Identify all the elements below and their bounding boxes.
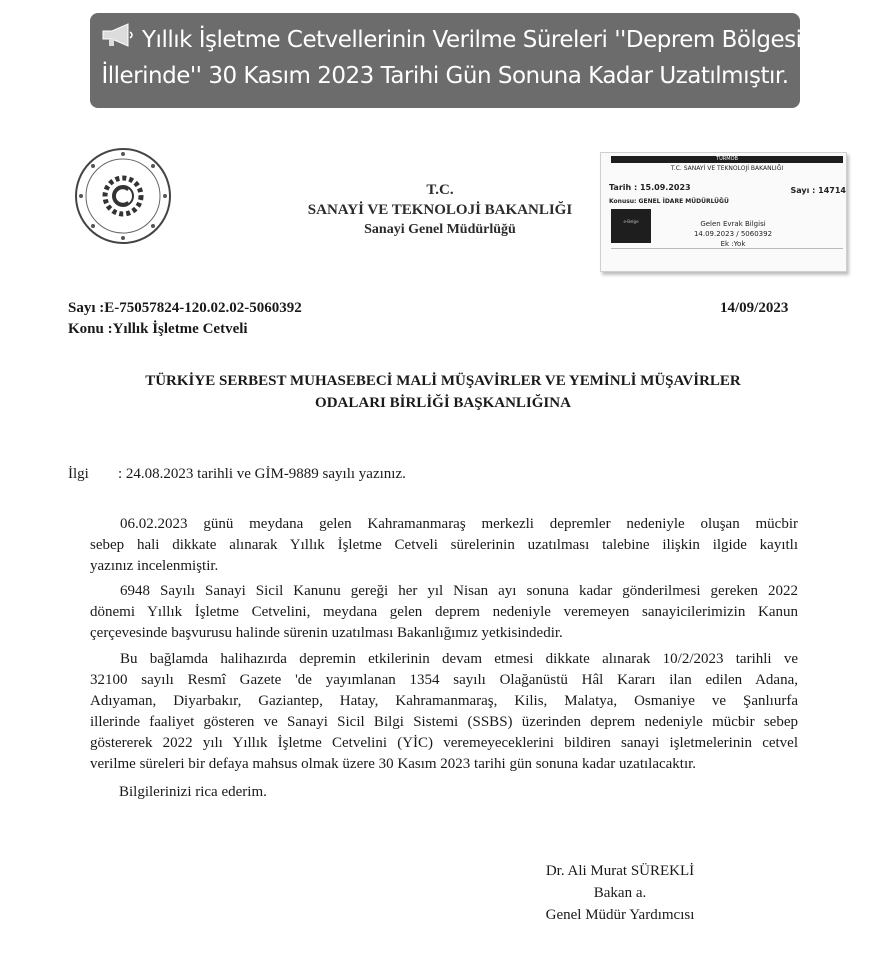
- paragraph-line: 6948 Sayılı Sanayi Sicil Kanunu gereği her yıl Nisan ayı sonuna kadar gönderilmesi gereken 2022: [120, 583, 798, 599]
- closing-sentence: Bilgilerinizi rica ederim.: [119, 784, 267, 800]
- reference-date: 14/09/2023: [720, 300, 789, 316]
- banner-line-1: [100, 22, 802, 59]
- paragraph-line: çerçevesinde başvurusu halinde sürenin uzatılması Bakanlığımız yetkisindedir.: [90, 625, 563, 641]
- letterhead-ministry: SANAYİ VE TEKNOLOJİ BAKANLIĞI: [307, 202, 573, 218]
- ilgi-line: [68, 466, 406, 483]
- paragraph-line: Bu bağlamda halihazırda depremin etkilerinin devam etmesi dikkate alınarak 10/2/2023 tarihli ve: [120, 651, 798, 667]
- recipient-line-2: ODALARI BİRLİĞİ BAŞKANLIĞINA: [315, 395, 571, 411]
- letterhead: [280, 180, 600, 240]
- paragraph-line: illerinde faaliyet gösteren ve Sanayi Sicil Bilgi Sistemi (SSBS) üzerinden deprem nedeniyle mücbir sebep: [90, 714, 798, 730]
- paragraph-line: 32100 sayılı Resmî Gazete 'de yayımlanan 1354 sayılı Olağanüstü Hâl Kararı ilan edilen Adana,: [90, 672, 798, 688]
- stamp-header: TÜRMOB: [611, 156, 843, 163]
- banner-title-1: Yıllık İşletme Cetvellerinin Verilme Süreleri ''Deprem Bölgesi: [142, 27, 802, 53]
- incoming-document-stamp: [600, 152, 847, 272]
- signatory-title: Genel Müdür Yardımcısı: [545, 907, 695, 923]
- paragraph-line: verilme süreleri bir defaya mahsus olmak üzere 30 Kasım 2023 tarihi gün sonuna kadar uzatılacaktır.: [90, 756, 697, 772]
- paragraph-line: dönemi Yıllık İşletme Cetvelini, meydana gelen deprem nedeniyle veremeyen sanayicilerimizin Kanun: [90, 604, 798, 620]
- stamp-date: Tarih : 15.09.2023: [609, 183, 691, 192]
- announcement-banner: [90, 13, 800, 108]
- paragraph-line: yazınız incelenmiştir.: [90, 558, 219, 574]
- body-paragraph-2: [90, 581, 798, 644]
- paragraph-line: sebep hali dikkate alınarak Yıllık İşletme Cetveli sürelerinin uzatılması talebine ilişkin ilgide kayıtlı: [90, 537, 798, 553]
- reference-number: Sayı :E-75057824-120.02.02-5060392: [68, 300, 302, 316]
- stamp-ministry: T.C. SANAYİ VE TEKNOLOJİ BAKANLIĞI: [670, 165, 784, 172]
- ilgi-label: İlgi: [68, 466, 89, 482]
- letterhead-tc: T.C.: [426, 182, 454, 198]
- stamp-evrak-ref: 14.09.2023 / 5060392: [693, 230, 773, 238]
- recipient-line-1: TÜRKİYE SERBEST MUHASEBECİ MALİ MÜŞAVİRLER VE YEMİNLİ MÜŞAVİRLER: [145, 373, 741, 389]
- banner-title-2: İllerinde'' 30 Kasım 2023 Tarihi Gün Sonuna Kadar Uzatılmıştır.: [101, 63, 789, 89]
- body-paragraph-3: [90, 649, 798, 775]
- paragraph-line: göstererek 2022 yılı Yıllık İşletme Cetvelini (YİC) veremeyeceklerini bildiren sanayi işletmelerinin cetvel: [90, 735, 798, 751]
- reference-subject: Konu :Yıllık İşletme Cetveli: [68, 321, 248, 337]
- stamp-evrak-info: [653, 219, 813, 249]
- stamp-ek: Ek :Yok: [720, 240, 746, 248]
- body-paragraph-1: [90, 514, 798, 577]
- megaphone-icon: [100, 22, 136, 59]
- paragraph-line: Adıyaman, Diyarbakır, Gaziantep, Hatay, Kahramanmaraş, Kilis, Malatya, Osmaniye ve Şanlıurfa: [90, 693, 798, 709]
- stamp-divider: [611, 248, 843, 249]
- stamp-number: Sayı : 14714: [790, 186, 846, 195]
- signature-block: [510, 860, 730, 926]
- stamp-black-box: e-Belge: [611, 209, 651, 243]
- ilgi-text: : 24.08.2023 tarihli ve GİM-9889 sayılı yazınız.: [118, 466, 406, 482]
- paragraph-line: 06.02.2023 günü meydana gelen Kahramanmaraş merkezli depremler nedeniyle oluşan mücbir: [120, 516, 798, 532]
- stamp-evrak-title: Gelen Evrak Bilgisi: [700, 220, 766, 228]
- signatory-name: Dr. Ali Murat SÜREKLİ: [545, 863, 695, 879]
- stamp-subject: Konusu: GENEL İDARE MÜDÜRLÜĞÜ: [609, 198, 729, 205]
- signatory-delegation: Bakan a.: [593, 885, 647, 901]
- ministry-seal-logo: [70, 146, 176, 246]
- letterhead-directorate: Sanayi Genel Müdürlüğü: [364, 222, 516, 237]
- recipient-block: [68, 370, 818, 414]
